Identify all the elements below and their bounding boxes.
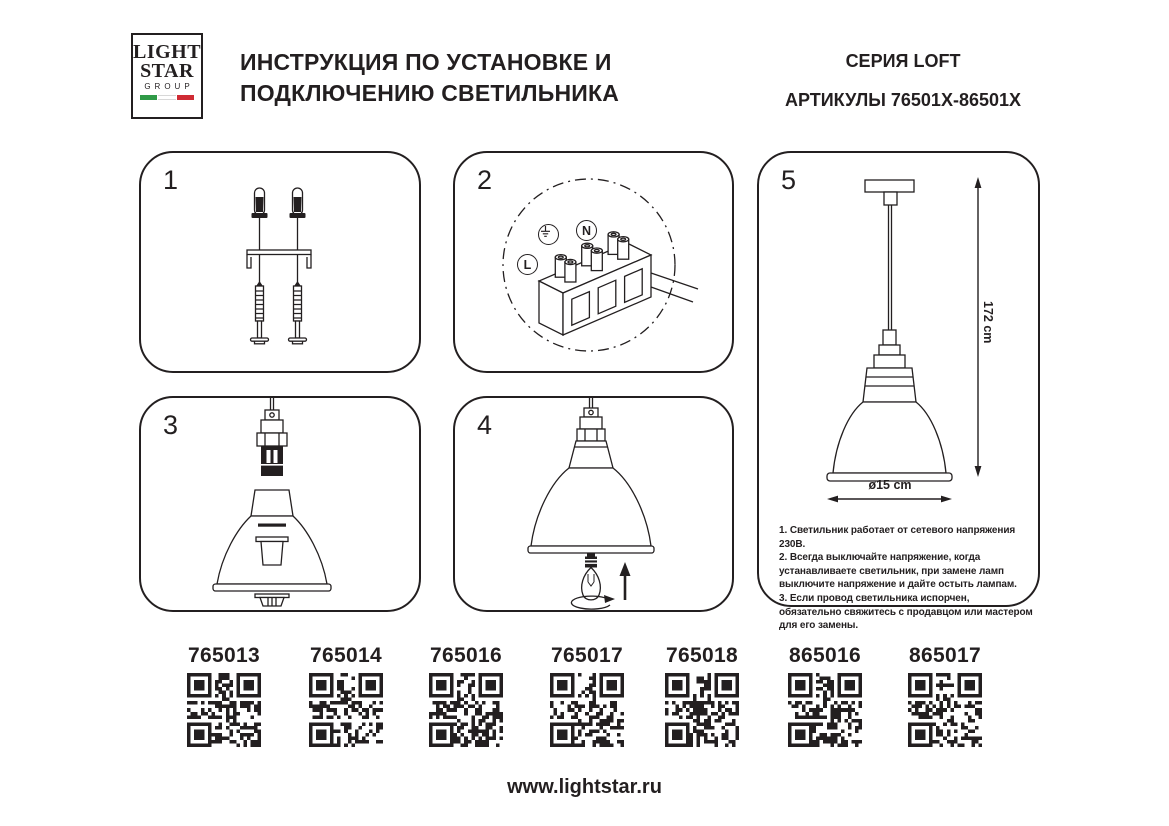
step-number: 1 [163, 165, 179, 195]
article-code-label: 765016 [430, 644, 502, 667]
flag-stripe-white [158, 95, 175, 100]
step-panel-1 [139, 151, 421, 373]
article-item [169, 644, 279, 752]
step-number: 5 [781, 165, 797, 195]
cord-grip [257, 410, 287, 446]
page-title [240, 47, 619, 109]
title-line-2: ПОДКЛЮЧЕНИЮ СВЕТИЛЬНИКА [240, 80, 620, 106]
up-arrow-icon [620, 562, 631, 600]
terminal-block-diagram [455, 153, 732, 371]
lamp-socket [261, 446, 283, 476]
flag-stripe-red [177, 95, 194, 100]
series-label: СЕРИЯ LOFT [845, 51, 961, 71]
logo-text-group: GROUP [144, 82, 194, 91]
step-panel-4 [453, 396, 734, 612]
cord-grip [577, 408, 605, 441]
terminal-block [539, 232, 698, 335]
lamp-shade [528, 441, 654, 553]
qr-code [309, 673, 383, 747]
article-item [291, 644, 401, 752]
shade-holder [255, 594, 289, 606]
anchors-and-screws-diagram [141, 153, 419, 371]
lamp-shade [213, 490, 331, 591]
candle-bulb [582, 553, 601, 600]
step-number: 2 [477, 165, 493, 195]
earth-badge [538, 224, 559, 245]
wall-anchor-left [252, 188, 268, 218]
logo-text-star: STAR [140, 59, 194, 82]
title-line-1: ИНСТРУКЦИЯ ПО УСТАНОВКЕ И [240, 49, 612, 75]
screw-right [289, 281, 307, 344]
series-block [760, 51, 1046, 111]
earth-icon [539, 225, 552, 238]
qr-code [429, 673, 503, 747]
height-dimension-label: 172 cm [981, 301, 995, 344]
qr-code [665, 673, 739, 747]
mounting-bracket [247, 250, 311, 268]
step-panel-3 [139, 396, 421, 612]
step-panel-2 [453, 151, 734, 373]
pendant-lamp [827, 180, 952, 481]
qr-code [788, 673, 862, 747]
note-item: 1. Светильник работает от сетевого напряжения 230В. [779, 525, 1016, 550]
article-item [890, 644, 1000, 752]
article-item [647, 644, 757, 752]
article-code-label: 765014 [310, 644, 382, 667]
article-item [532, 644, 642, 752]
article-item [770, 644, 880, 752]
note-item: 2. Всегда выключайте напряжение, когда устанавливаете светильник, при замене ламп выключите напряжение и дайте остыть лампам. [779, 552, 1017, 591]
qr-code [908, 673, 982, 747]
note-item: 3. Если провод светильника испорчен, обязательно свяжитесь с продавцом или мастером для его замены. [779, 592, 1033, 632]
italy-flag-icon [140, 95, 194, 100]
diameter-dimension-label: ø15 cm [868, 478, 912, 492]
neutral-badge: N [576, 220, 597, 241]
line-badge: L [517, 254, 538, 275]
screw-left [251, 281, 269, 344]
step-number: 3 [163, 410, 179, 440]
article-code-label: 765013 [188, 644, 260, 667]
article-item [411, 644, 521, 752]
diameter-dimension-line [827, 496, 952, 503]
step-number: 4 [477, 410, 493, 440]
socket-assembly-diagram [141, 398, 419, 610]
website-label: www.lightstar.ru [507, 776, 662, 798]
article-code-label: 865017 [909, 644, 981, 667]
bulb-installation-diagram [455, 398, 732, 610]
safety-notes [779, 524, 1033, 633]
brand-logo [131, 33, 203, 119]
qr-code [187, 673, 261, 747]
article-code-label: 865016 [789, 644, 861, 667]
article-code-label: 765017 [551, 644, 623, 667]
step-panel-5 [757, 151, 1040, 632]
articles-range-label: АРТИКУЛЫ 76501X-86501X [784, 90, 1021, 110]
flag-stripe-green [140, 95, 157, 100]
qr-code [550, 673, 624, 747]
wall-anchor-right [290, 188, 306, 218]
logo-text-light: LIGHT [133, 41, 202, 63]
article-code-label: 765018 [666, 644, 738, 667]
